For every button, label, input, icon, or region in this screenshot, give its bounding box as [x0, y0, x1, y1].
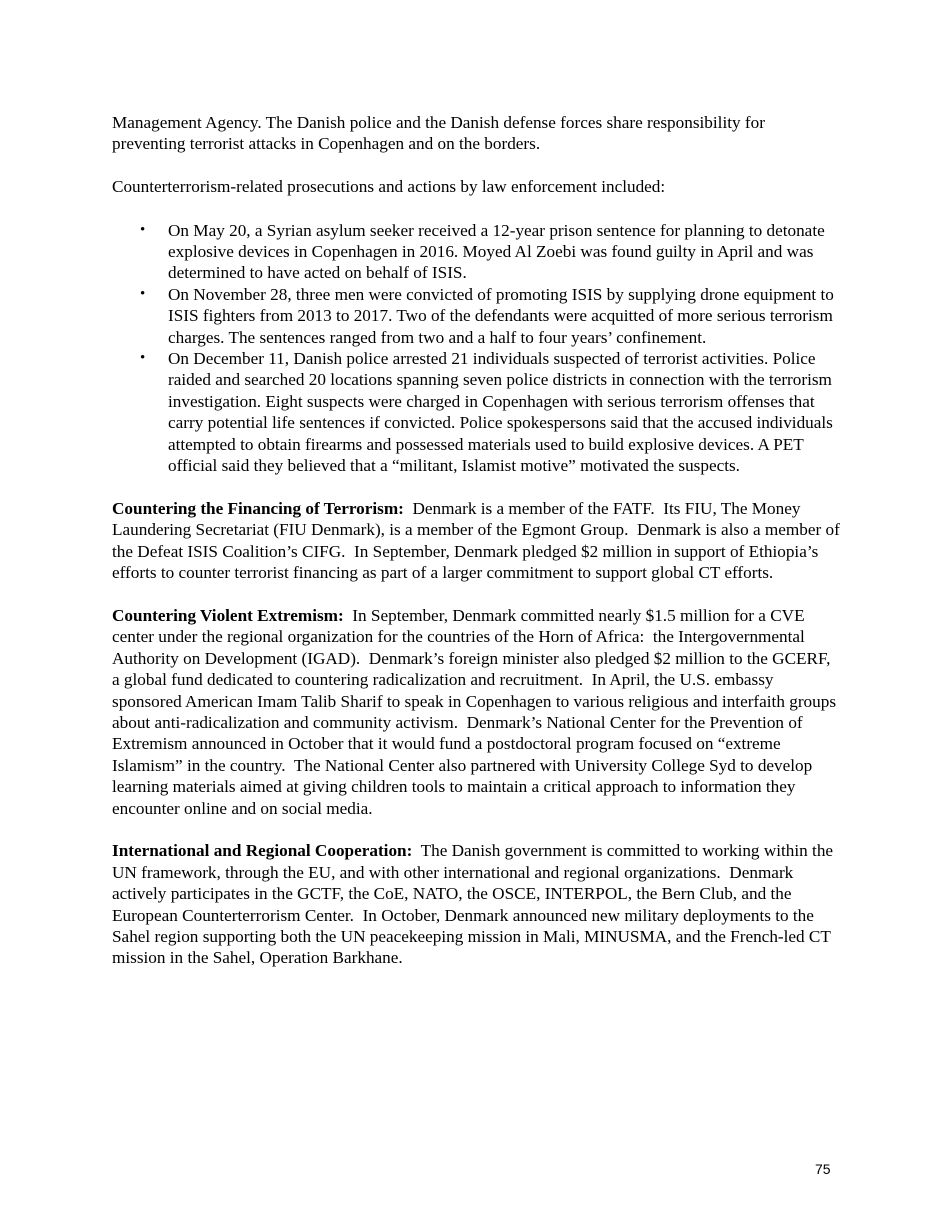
- bullet-icon: •: [140, 350, 146, 367]
- page-number: 75: [815, 1161, 831, 1177]
- list-item-text: On December 11, Danish police arrested 21 individuals suspected of terrorist activities. Police raided and searched 20 locations spanning seven police districts in connection with the terrorism investigation. Eight suspects were charged in Copenhagen with serious terrorism offenses that carry potential life sentences if convicted. Police spokespersons said that the accused individuals attempted to obtain firearms and possessed materials used to build explosive devices. A PET official said they believed that a “militant, Islamist motive” motivated the suspects.: [168, 349, 833, 476]
- section-heading: International and Regional Cooperation:: [112, 841, 413, 861]
- section-international-cooperation: [112, 840, 842, 968]
- list-item: [112, 220, 842, 284]
- list-item: [112, 348, 842, 476]
- list-item: [112, 284, 842, 348]
- page-body: [112, 112, 845, 969]
- section-body: In September, Denmark committed nearly $1.5 million for a CVE center under the regional organization for the countries of the Horn of Africa: the Intergovernmental Authority on Development (IGAD). Denmark’s foreign minister also pledged $2 million to the GCERF, a global fund dedicated to countering radicalization and recruitment. In April, the U.S. embassy sponsored American Imam Talib Sharif to speak in Copenhagen to various religious and interfaith groups about anti-radicalization and community activism. Denmark’s National Center for the Prevention of Extremism announced in October that it would fund a postdoctoral program focused on “extreme Islamism” in the country. The National Center also partnered with University College Syd to develop learning materials aimed at giving children tools to maintain a critical approach to information they encounter online and on social media.: [112, 605, 841, 818]
- bullet-icon: •: [140, 285, 146, 302]
- prosecutions-lead-in: Counterterrorism-related prosecutions and actions by law enforcement included:: [112, 177, 666, 197]
- section-heading: Countering the Financing of Terrorism:: [112, 498, 404, 518]
- section-financing-terrorism: [112, 498, 845, 584]
- bullet-icon: •: [140, 221, 146, 238]
- intro-continuation-paragraph: Management Agency. The Danish police and the Danish defense forces share responsibility for preventing terrorist attacks in Copenhagen and on the borders.: [112, 113, 765, 154]
- list-item-text: On November 28, three men were convicted of promoting ISIS by supplying drone equipment to ISIS fighters from 2013 to 2017. Two of the defendants were acquitted of more serious terrorism charges. The sentences ranged from two and a half to four years’ confinement.: [168, 284, 834, 347]
- section-body: The Danish government is committed to working within the UN framework, through the EU, and with other international and regional organizations. Denmark actively participates in the GCTF, the CoE, NATO, the OSCE, INTERPOL, the Bern Club, and the European Counterterrorism Center. In October, Denmark announced new military deployments to the Sahel region supporting both the UN peacekeeping mission in Mali, MINUSMA, and the French-led CT mission in the Sahel, Operation Barkhane.: [112, 841, 838, 968]
- list-item-text: On May 20, a Syrian asylum seeker received a 12-year prison sentence for planning to detonate explosive devices in Copenhagen in 2016. Moyed Al Zoebi was found guilty in April and was determined to have acted on behalf of ISIS.: [168, 220, 825, 283]
- section-violent-extremism: [112, 605, 842, 819]
- prosecutions-list: [112, 220, 842, 477]
- section-body: Denmark is a member of the FATF. Its FIU, The Money Laundering Secretariat (FIU Denmark), is a member of the Egmont Group. Denmark is also a member of the Defeat ISIS Coalition’s CIFG. In September, Denmark pledged $2 million in support of Ethiopia’s efforts to counter terrorist financing as part of a larger commitment to support global CT efforts.: [112, 498, 845, 583]
- section-heading: Countering Violent Extremism:: [112, 605, 344, 625]
